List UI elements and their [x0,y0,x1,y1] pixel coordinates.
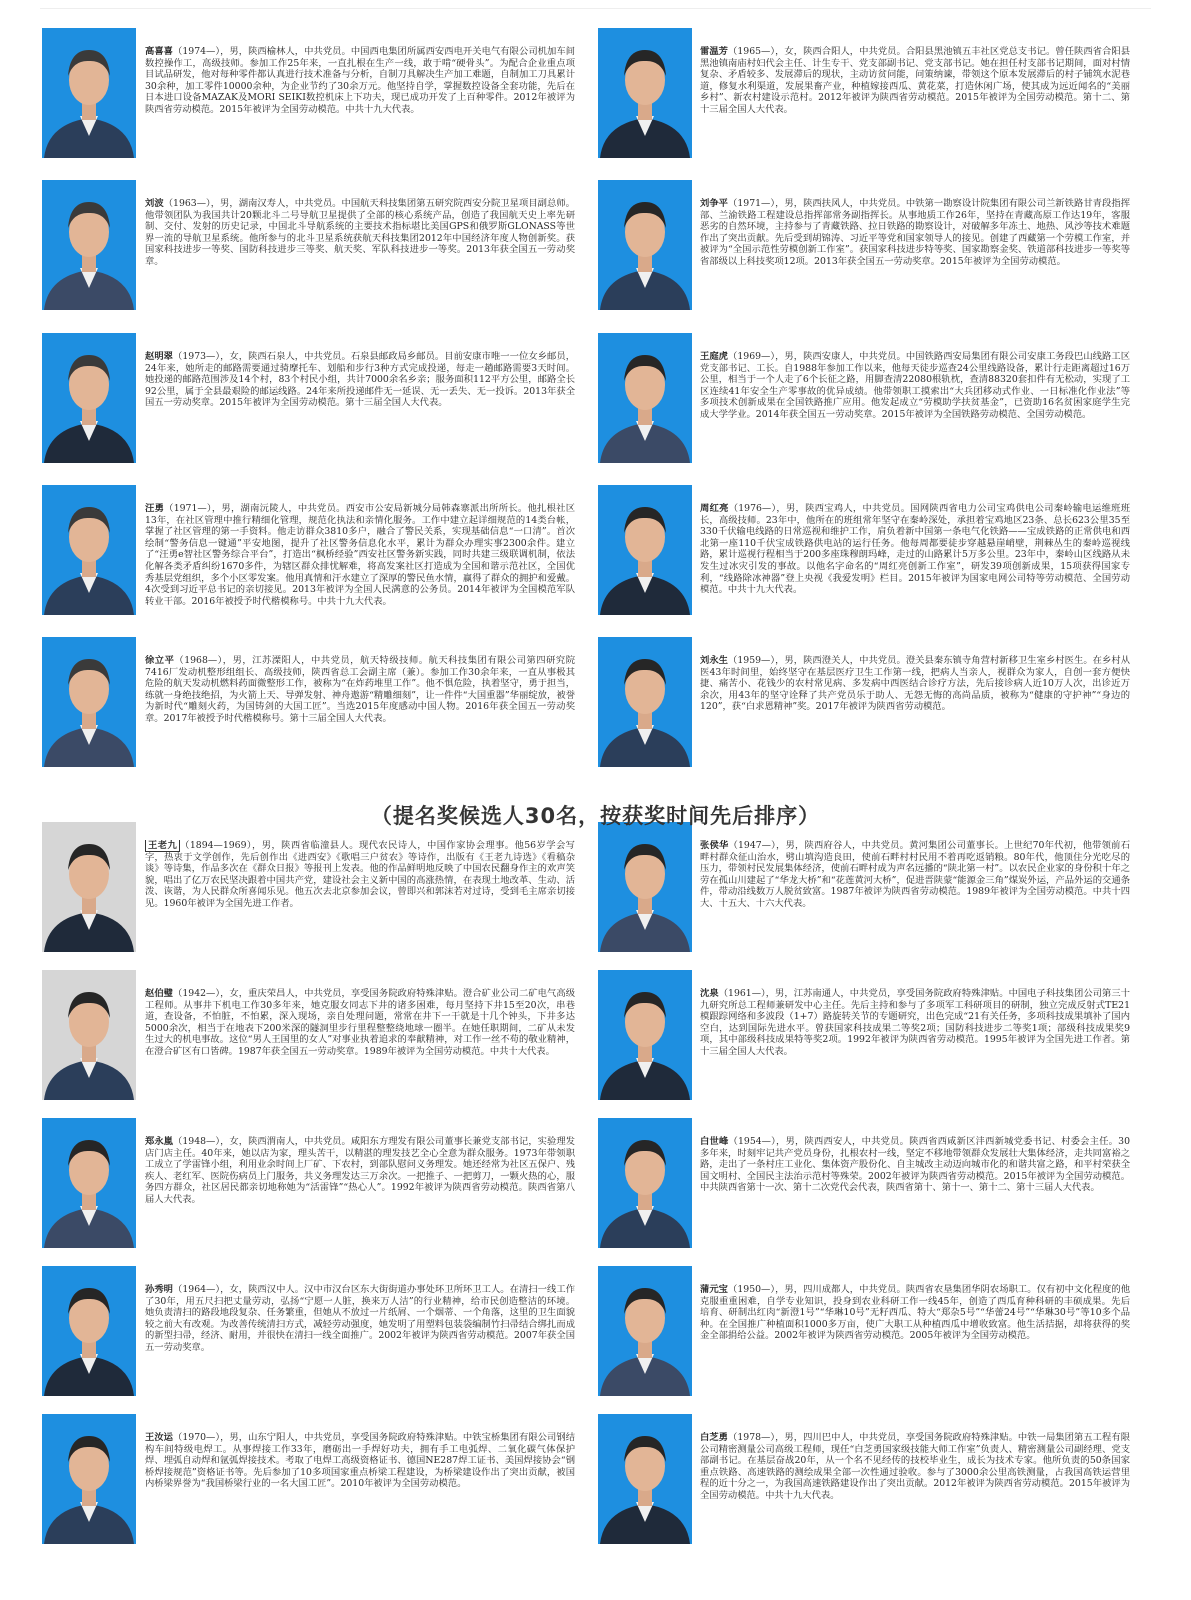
nominee-description: （1973—），女，陕西石泉人，中共党员。石泉县邮政局乡邮员。目前安康市唯一一位女乡邮员，24年来，她所走的邮路需要通过骑摩托车、划船和步行3种方式完成投递，每走一趟邮路需要3天时间。她投递的邮路范围涉及14个村，83个村民小组，共计7000余名乡亲；服务面积112平方公里，邮路全长92公里，属于全县最艰险的邮运线路。24年来所投递邮件无一延误、无一丢失、无一投诉。2013年获全国五一劳动奖章。2015年被评为全国劳动模范。第十三届全国人大代表。 [145,351,575,409]
nominee-name: 徐立平 [145,655,175,666]
nominee-description: （1950—），男，四川成都人，中共党员。陕西省农垦集团华阴农场职工。仅有初中文化程度的他克服重重困难，自学专业知识，投身到农业科研工作一线45年，创造了西瓜育种科研的丰硕成果。先后培育、研制出红肉“新澄1号”“华琳10号”无籽西瓜、特大“郑杂5号”“华蕾24号”“华琳30号”等10多个品种。在全国推广种植面积1000多万亩，使广大职工从种植西瓜中增收致富。他生活拮据，却将获得的奖金全部捐给公益。2002年被评为陕西省劳动模范。2005年被评为全国劳动模范。 [700,1284,1130,1342]
portrait-icon [42,1266,136,1396]
nominee-name: 张侯华 [700,840,729,851]
nominee-name: 刘永生 [700,655,729,666]
nominee-bio [700,1136,1130,1256]
top-rule [40,8,1151,9]
nominee-description: （1976—），男，陕西宝鸡人，中共党员。国网陕西省电力公司宝鸡供电公司秦岭输电运维班班长，高级技师。23年中，他所在的班组常年坚守在秦岭深处，承担着宝鸡地区23条、总长623公里35至330千伏输电线路的日常巡视和维护工作，肩负着新中国第一条电气化铁路——宝成铁路的正常供电和西北第一座110千伏宝成铁路供电站的运行任务。他每周都要徒步穿越悬崖峭壁，荆棘丛生的秦岭巡视线路，累计巡视行程相当于200多座珠穆朗玛峰，走过的山路累计5万多公里。23年中，秦岭山区线路从未发生过冰灾引发的事故。以他名字命名的“周红亮创新工作室”，研发39项创新成果，15项获得国家专利，“线路除冰神器”登上央视《我爱发明》栏目。2015年被评为国家电网公司特等劳动模范、全国劳动模范。中共十九大代表。 [700,503,1130,596]
nominee-description: （1948—），女，陕西渭南人，中共党员。咸阳东方理发有限公司董事长兼党支部书记，实验理发店门店主任。40年来，她以店为家，理头苦干，以精湛的理发技艺全心全意为群众服务。1973年带领职工成立了学雷锋小组，利用业余时间上厂矿、下农村，到部队慰问义务理发。她还经常为社区五保户、残疾人、老红军、医院伤病员上门服务，共义务理发达三万余次。一把推子、一把剪刀，一颗火热的心，服务四方群众，社区居民都亲切地称她为“活雷锋”“热心人”。1992年被评为陕西省劳动模范。陕西省第八届人大代表。 [145,1136,575,1205]
nominee-bio [700,1284,1130,1404]
nominee-description: （1971—），男，陕西扶风人，中共党员。中铁第一勘察设计院集团有限公司兰新铁路甘青段指挥部、兰渝铁路工程建设总指挥部常务副指挥长。从事地质工作26年，坚持在青藏高原工作达19年，客服恶劣的自然环境，主持参与了青藏铁路、拉日铁路的勘察设计，对破解多年冻土、地热、风沙等技术难题作出了突出贡献。先后受到胡锦涛、习近平等党和国家领导人的接见。创建了西藏第一个劳模工作室，并被评为“全国示范性劳模创新工作室”。获国家科技进步特等奖、国家勘察金奖、铁道部科技进步一等奖等省部级以上科技奖项12项。2013年获全国五一劳动奖章。2015年被评为全国劳动模范。 [700,198,1130,267]
nominee-description: （1969—），男，陕西安康人，中共党员。中国铁路西安局集团有限公司安康工务段巴山线路工区党支部书记、工长。自1988年参加工作以来，他每天徒步巡查24公里线路设备，累计行走距离超过16万公里，相当于一个人走了6个长征之路，用脚查清22080根轨枕，查清88320套扣件有无松动，实现了工区连续41年安全生产零事故的优异成绩。他带领职工摸索出“大兵团移动式作业、一日标准化作业法”等多项技术创新成果在全国铁路推广应用。他发起成立“劳模助学扶贫基金”，已资助16名贫困家庭学生完成大学学业。2014年获全国五一劳动奖章。2015年被评为全国铁路劳动模范、全国劳动模范。 [700,351,1130,420]
nominee-bio [700,988,1130,1108]
nominee-name: 王老九 [145,840,180,852]
portrait-icon [598,637,692,767]
nominee-name: 王庭虎 [700,351,729,362]
nominee-name: 王汝运 [145,1432,174,1443]
nominee-description: （1978—），男，四川巴中人，中共党员，享受国务院政府特殊津贴。中铁一局集团第五工程有限公司精密测量公司高级工程师，现任“白芝勇国家级技能大师工作室”负责人、精密测量公司副经理、党支部副书记。在基层奋战20年，从一个名不见经传的技校毕业生，成长为技术专家。他所负责的50条国家重点铁路、高速铁路的测绘成果全部一次性通过验收。参与了3000余公里高铁测量，占我国高铁运营里程的近十分之一，为我国高速铁路建设作出了突出贡献。2012年被评为陕西省劳动模范。2015年被评为全国劳动模范。中共十九大代表。 [700,1432,1130,1501]
nominee-bio [145,46,575,166]
portrait-icon [598,1118,692,1248]
nominee-bio [145,1284,575,1404]
nominee-description: （1959—），男，陕西澄关人，中共党员。澄关县秦东镇寺角营村新移卫生室乡村医生。在乡村从医43年时间里，始终坚守在基层医疗卫生工作第一线，把病人当亲人，视群众为家人，自创一套方便快捷、痛苦小、花钱少的农村常见病、多发病中西医结合诊疗方法，先后接诊病人近10万人次，出诊近万余次，用43年的坚守诠释了共产党员乐于助人、无怨无悔的高尚品质，被称为“健康的守护神”“身边的120”，获“白求恩精神”奖。2017年被评为陕西省劳动模范。 [700,655,1130,713]
nominee-bio [700,351,1130,471]
nominee-description: （1971—），男，湖南沅陵人，中共党员。西安市公安局新城分局韩森寨派出所所长。他扎根社区13年，在社区管理中推行精细化管理，规范化执法和亲情化服务。工作中建立起详细规范的14类台帐，掌握了社区管理的第一手资料。他走访群众3810多户，融合了警民关系，实现基础信息“一口清”。首次绘制“警务信息一键通”平安地图，提升了社区警务信息化水平，累计为群众办理实事2300余件。建立了“汪勇e智社区警务综合平台”，打造出“枫桥经验”西安社区警务新实践，同时共建三级联调机制，依法化解各类矛盾纠纷1670多件，为辖区群众排忧解难，将高发案社区打造成为全国和谐示范社区，全国优秀基层党组织，多个小区零发案。他用真情和汗水建立了深厚的警民鱼水情，赢得了群众的拥护和爱戴。4次受到习近平总书记的亲切接见。2013年被评为全国人民满意的公务员。2014年被评为全国模范军队转业干部。2016年被授予时代楷模称号。中共十九大代表。 [145,503,575,607]
nominee-name: 赵伯璧 [145,988,174,999]
portrait-icon [598,28,692,158]
portrait-icon [42,970,136,1100]
nominee-bio [145,655,575,775]
portrait-icon [42,1118,136,1248]
nominee-name: 周红亮 [700,503,729,514]
portrait-icon [598,1414,692,1544]
nominee-description: （1942—），女，重庆荣昌人，中共党员，享受国务院政府特殊津贴。澄合矿业公司二矿电气高级工程师。从事井下机电工作30多年来，她克服女同志下井的诸多困难，每月坚持下井15至20次，串巷道，查设备，不怕脏，不怕累，深入现场，亲自处理问题，常常在井下一干就是十几个钟头，下井多达5000余次，相当于在地表下200米深的隧洞里步行里程整整绕地球一圈半。在她任职期间，二矿从未发生过大的机电事故。这位“男人王国里的女人”对事业执着追求的奉献精神，对工作一丝不苟的敬业精神，在澄合矿区有口皆碑。1987年获全国五一劳动奖章。1989年被评为全国劳动模范。中共十大代表。 [145,988,575,1057]
nominee-bio [700,198,1130,318]
nominee-description: （1894—1969），男，陕西省临潼县人。现代农民诗人，中国作家协会理事。他56岁学会写字，热衷于文学创作，先后创作出《进西安》《歌唱三户贫农》等诗作，出版有《王老九诗选》《看稿杂谈》等诗集，作品多次在《群众日报》等报刊上发表。他的作品鲜明地反映了中国农民翻身作主的欢声笑貌，唱出了亿万农民坚决跟着中国共产党，建设社会主义新中国的高涨热情，在表现土地改革、生动、活泼、诙谐，为人民群众所喜闻乐见。他五次去北京参加会议，曾即兴和郭沫若对过诗，受到毛主席亲切接见。1960年被评为全国先进工作者。 [145,840,575,909]
nominee-description: （1974—），男，陕西榆林人，中共党员。中国西电集团所属西安西电开关电气有限公司机加车间数控操作工，高级技师。参加工作25年来，一直扎根在生产一线，敢于啃“硬骨头”。为配合企业重点项目试品研发，他对每种零件都认真进行技术准备与分析，自制刀具解决生产加工难题，自制加工刀具累计30余种，加工零件10000余种，为企业节约了30余万元。他坚持自学，掌握数控设备全套功能，先后在日本进口设备MAZAK及MORI SEIKI数控机床上下功夫，现已成功开发了上百种零件。2012年被评为陕西省劳动模范。2015年被评为全国劳动模范。中共十九大代表。 [145,46,575,115]
nominee-bio [700,503,1130,623]
nominee-name: 孙秀明 [145,1284,174,1295]
nominee-description: （1947—），男，陕西府谷人，中共党员。黄河集团公司董事长。上世纪70年代初，他带领前石畔村群众征山治水，劈山填沟造良田，使前石畔村村民用不着再吃返销粮。80年代，他顶住分光吃尽的压力，带领村民发展集体经济，使前石畔村成为声名远播的“陕北第一村”。以农民企业家的身份积十年之劳在孤山川建起了“华龙大桥”和“花莲黄河大桥”，促进晋陕蒙“能源金三角”煤炭外运，产品外运的交通条件，带动沿线数万人脱贫致富。1987年被评为陕西省劳动模范。1989年被评为全国劳动模范。中共十四大、十五大、十六大代表。 [700,840,1130,909]
nominee-description: （1964—），女，陕西汉中人。汉中市汉台区东大街街道办事处环卫所环卫工人。在清扫一线工作了30年，用五尺扫把丈量劳动，弘扬“宁愿一人脏，换来万人洁”的行业精神，给市民创造整洁的环境。她负责清扫的路段地段复杂、任务繁重，但她从不放过一片纸屑、一个烟蒂、一个角落，这里的卫生面貌较之前大有改观。为改善传统清扫方式，减轻劳动强度，她发明了用塑料包装袋编制竹扫帚结合绑扎而成的新型扫帚，经济、耐用，并很快在清扫一线全面推广。2002年被评为陕西省劳动模范。2007年获全国五一劳动奖章。 [145,1284,575,1353]
nominee-bio [145,1136,575,1256]
nominee-name: 沈泉 [700,988,719,999]
nominee-bio [145,351,575,471]
portrait-icon [42,28,136,158]
nominee-description: （1963—），男，湖南汉寿人，中共党员。中国航天科技集团第五研究院西安分院卫星项目副总师。他带领团队为我国共计20颗北斗二号导航卫星提供了全部的核心系统产品，创造了我国航天史上率先研制、交付、发射的历史记录，中国北斗导航系统的主要技术指标堪比美国GPS和俄罗斯GLONASS等世界一流的导航卫星系统。他所参与的北斗卫星系统获航天科技集团2012年中国经济年度人物创新奖。获国家科技进步一等奖、国防科技进步三等奖、航天奖、军队科技进步一等奖。2013年获全国五一劳动奖章。 [145,198,575,267]
portrait-icon [598,1266,692,1396]
nominee-name: 赵明翠 [145,351,174,362]
portrait-icon [598,970,692,1100]
nominee-name: 高喜喜 [145,46,174,57]
nominee-description: （1965—），女，陕西合阳人，中共党员。合阳县黑池镇五丰社区党总支书记。曾任陕西省合阳县黑池镇南庙村妇代会主任、计生专干、党支部副书记、党支部书记。她在担任村支部书记期间，面对村情复杂、矛盾较多、发展滞后的现状，主动访贫问能，问策纳谏，带领这个原本发展滞后的村子铺筑水泥巷道，修复水利渠道，发展果畜产业，种植嫁接西瓜、黄花菜，打造休闲广场，使其成为远近闻名的“美丽乡村”、新农村建设示范村。2012年被评为陕西省劳动模范。2015年被评为全国劳动模范。第十二、第十三届全国人大代表。 [700,46,1130,115]
nominee-bio [145,840,575,960]
portrait-icon [42,485,136,615]
nominee-bio [145,503,575,623]
portrait-icon [42,637,136,767]
nominee-bio [700,46,1130,166]
nominee-bio [700,655,1130,775]
portrait-icon [42,822,136,952]
nominee-name: 汪勇 [145,503,165,514]
portrait-icon [42,180,136,310]
nominee-bio [145,1432,575,1552]
nominee-name: 郑永嵐 [145,1136,174,1147]
nominee-bio [700,1432,1130,1552]
nominee-name: 蒲元宝 [700,1284,729,1295]
nominee-description: （1968—），男，江苏溧阳人，中共党员，航天特级技师。航天科技集团有限公司第四研究院7416厂发动机整形组组长、高级技师，陕西省总工会副主席（兼）。参加工作30余年来，一直从事极其危险的航天发动机燃料药面微整形工作，被称为“在炸药堆里工作”。他不惧危险，执着坚守，勇于担当，练就一身绝技绝招，为火箭上天、导弹发射、神舟遨游“精雕细刻”，让一件件“大国重器”华丽绽放，被誉为新时代“雕刻火药，为国铸剑的大国工匠”。当选2015年度感动中国人物。2016年获全国五一劳动奖章。2017年被授予时代楷模称号。第十三届全国人大代表。 [145,655,575,724]
nominee-name: 雷温芳 [700,46,729,57]
nominee-bio [145,988,575,1108]
nominee-bio [700,840,1130,960]
nominee-bio [145,198,575,318]
portrait-icon [598,822,692,952]
portrait-icon [598,485,692,615]
portrait-icon [42,333,136,463]
nominee-name: 刘争平 [700,198,729,209]
portrait-icon [598,180,692,310]
portrait-icon [42,1414,136,1544]
nominee-name: 刘波 [145,198,164,209]
nominee-name: 白世峰 [700,1136,729,1147]
nominee-name: 白芝勇 [700,1432,729,1443]
nominee-description: （1954—），男，陕西西安人，中共党员。陕西省西咸新区沣西新城党委书记、村委会主任。30多年来，时刻牢记共产党员身份，扎根农村一线，坚定不移地带领群众发展壮大集体经济，走共同富裕之路，走出了一条村庄工业化、集体资产股份化、自主城改主动迈向城市化的和谐共富之路，和平村荣获全国文明村、全国民主法治示范村等殊荣。2002年被评为陕西省劳动模范。2015年被评为全国劳动模范。中共陕西省第十一次、第十二次党代会代表，陕西省第十、第十一、第十二、第十三届人大代表。 [700,1136,1130,1194]
section-heading: （提名奖候选人30名，按获奖时间先后排序） [370,804,821,828]
nominee-description: （1970—），男，山东宁阳人，中共党员，享受国务院政府特殊津贴。中铁宝桥集团有限公司钢结构车间特级电焊工。从事焊接工作33年，磨砺出一手焊好功夫，拥有手工电弧焊、二氧化碳气体保护焊、埋弧自动焊和氩弧焊接技术。考取了电焊工高级资格证书、德国NE287焊工证书、美国焊接协会“钢桥焊接规范”资格证书等。先后参加了10多项国家重点桥梁工程建设，为桥梁建设作出了突出贡献，被国内桥梁界誉为“我国桥梁行业的一名大国工匠”。2010年被评为全国劳动模范。 [145,1432,575,1490]
portrait-icon [598,333,692,463]
nominee-description: （1961—），男，江苏南通人，中共党员，享受国务院政府特殊津贴。中国电子科技集团公司第三十九研究所总工程师兼研发中心主任。先后主持和参与了多项军工科研项目的研制，独立完成反射式TE21模跟踪网络和多波段（1+7）路旋转关节的专题研究，出色完成“21有关任务，多项科技成果填补了国内空白，达到国际先进水平。曾获国家科技成果二等奖2项；国防科技进步二等奖1项；部级科技成果奖9项，其中部级科技成果特等奖2项。1992年被评为陕西省劳动模范。1995年被评为全国先进工作者。第十三届全国人大代表。 [700,988,1130,1057]
